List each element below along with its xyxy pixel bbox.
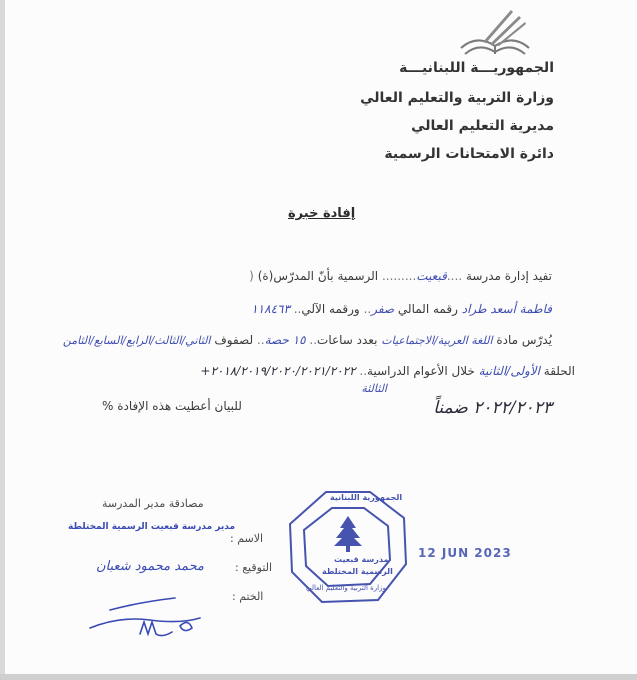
line3-mid: بعدد ساعات: [317, 333, 378, 347]
stamp-ring-bottom: وزارة التربية والتعليم العالي: [306, 584, 386, 592]
cycle-extra: الثالثة: [361, 382, 387, 395]
line3-start: يُدرّس مادة: [496, 333, 552, 347]
body-line-3: يُدرّس مادة اللغة العربية/الاجتماعيات بعدد ساعات.. ١٥ حصة.. لصفوف الثاني/الثالث/الرابع/السابع/الثامن: [62, 333, 552, 347]
header-department: دائرة الامتحانات الرسمية: [384, 146, 554, 162]
header-directorate: مديرية التعليم العالي: [411, 118, 554, 134]
scan-edge-bottom: [0, 674, 637, 680]
header-republic: الجمهوريـــة اللبنانيـــة: [399, 60, 554, 76]
seal-label: الختم :: [232, 590, 264, 603]
cycle: الأولى/الثانية: [478, 364, 540, 378]
line4-mid: خلال الأعوام الدراسية: [367, 364, 475, 378]
teacher-name: فاطمة أسعد طراد: [461, 302, 552, 316]
years-continued: ٢٠٢٢/٢٠٢٣ ضمناً: [433, 398, 552, 418]
principal-heading: مصادقة مدير المدرسة: [102, 497, 204, 510]
classes: الثاني/الثالث/الرابع/السابع/الثامن: [62, 334, 211, 347]
line1-prefix: تفيد إدارة مدرسة: [465, 269, 552, 283]
stamp-center-2: الرسمية المختلطة: [322, 567, 393, 576]
scan-edge: [0, 0, 5, 680]
subject: اللغة العربية/الاجتماعيات: [381, 334, 493, 347]
stamp-center-1: مدرسة قبعيت: [334, 555, 389, 564]
body-line-1: تفيد إدارة مدرسة ....قبعيت......... الرسمية بأنّ المدرّس(ة) (: [249, 269, 552, 283]
stamp-ring-top: الجمهورية اللبنانية: [330, 493, 403, 502]
closing-line: للبيان أعطيت هذه الإفادة %: [102, 399, 242, 413]
line3-end: لصفوف: [214, 333, 254, 347]
principal-signature: محمد محمود شعبان: [96, 559, 204, 574]
line2-end: ورقمه الآلي: [301, 302, 360, 316]
date-stamp: 12 JUN 2023: [418, 546, 512, 560]
ministry-logo: [455, 4, 535, 60]
line2-mid: رقمه المالي: [397, 302, 458, 316]
line1-suffix: الرسمية بأنّ المدرّس(ة): [257, 269, 379, 283]
header-ministry: وزارة التربية والتعليم العالي: [360, 90, 554, 106]
principal-name: مدير مدرسة قبعيت الرسمية المختلطة: [68, 522, 236, 532]
body-line-2: فاطمة أسعد طراد رقمه المالي صفر.. ورقمه الآلي.. ١١٨٤٦٣: [251, 302, 552, 316]
body-line-4: الحلقة الأولى/الثانية خلال الأعوام الدراسية.. ٢٠١٨/٢٠١٩/٢٠٢٠/٢٠٢١/٢٠٢٢+: [200, 364, 575, 378]
document-title: إفادة خبرة: [288, 206, 356, 221]
financial-number: صفر: [371, 302, 395, 316]
handwritten-signature: [80, 588, 210, 648]
signature-label: التوقيع :: [235, 561, 273, 574]
name-label: الاسم :: [230, 532, 264, 545]
line4-start: الحلقة: [543, 364, 575, 378]
hours: ١٥ حصة: [264, 333, 306, 347]
school-name: قبعيت: [416, 269, 447, 283]
auto-number: ١١٨٤٦٣: [251, 302, 290, 316]
years: ٢٠١٨/٢٠١٩/٢٠٢٠/٢٠٢١/٢٠٢٢+: [200, 364, 356, 378]
